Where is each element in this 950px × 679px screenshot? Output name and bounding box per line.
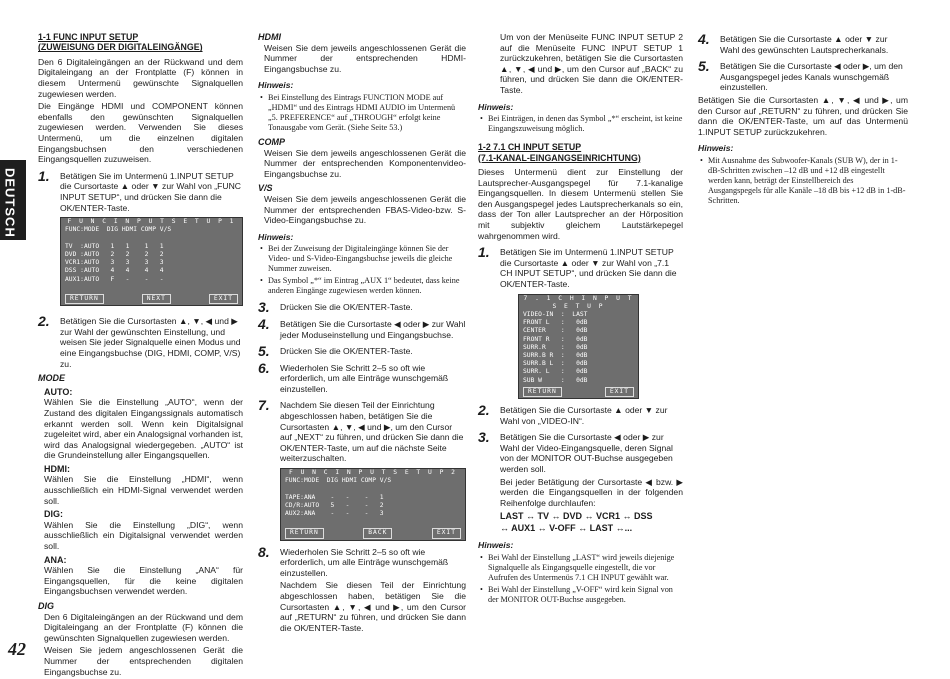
- step-text: Betätigen Sie im Untermenü 1.INPUT SETUP die Cursortaste ▲ oder ▼ zur Wahl von „FUNC INPUT SETUP“, und drücken Sie dann die OK/ENTER-Taste.: [60, 170, 241, 213]
- step-8: [258, 543, 466, 579]
- osd-row: VIDEO-IN : LAST: [523, 310, 588, 318]
- osd-return-button: RETURN: [285, 528, 324, 538]
- step-number: 3.: [258, 299, 270, 316]
- page-number: 42: [8, 639, 26, 659]
- step-text: Drücken Sie die OK/ENTER-Taste.: [280, 302, 413, 313]
- osd-row: FRONT L : 0dB: [523, 319, 588, 327]
- step-number: 6.: [258, 359, 270, 376]
- step-text: Betätigen Sie die Cursortaste ▲ oder ▼ zur Wahl des gewünschten Lautsprecherkanals.: [720, 34, 889, 55]
- hint-bullet: • Bei Wahl der Einstellung „LAST“ wird jeweils diejenige Signalquelle als Eingangsquelle eingestellt, die vor Aufrufen des Untermenüs 7.1 CH INPUT gewählt war.: [478, 553, 683, 583]
- osd-row: TAPE:ANA - - - 1: [285, 493, 384, 501]
- step-text: Drücken Sie die OK/ENTER-Taste.: [280, 346, 413, 357]
- step-number: 4.: [258, 315, 270, 332]
- column-4: [698, 32, 908, 208]
- intro-paragraph-1: Den 6 Digitaleingängen an der Rückwand und dem Digitaleingang an der Frontplatte (F) können in diesem Untermenü gewünschte Signalquellen zugewiesen werden.: [38, 56, 243, 99]
- step-6: [258, 359, 466, 395]
- hint-heading: Hinweis:: [258, 80, 294, 91]
- osd-row: SUB W : 0dB: [523, 376, 588, 384]
- column-3: [478, 32, 683, 607]
- ana-mode-heading: ANA:: [44, 554, 67, 565]
- step-text: Wiederholen Sie Schritt 2–5 so oft wie erforderlich, um alle Einträge wunschgemäß einzustellen.: [280, 546, 449, 578]
- osd-row: CENTER : 0dB: [523, 327, 588, 335]
- step-text: Betätigen Sie die Cursortaste ◀ oder ▶ zur Wahl jeder Moduseinstellung und Eingangsbuchse.: [280, 318, 466, 340]
- osd-return-button: RETURN: [523, 387, 562, 397]
- osd-row: [61, 235, 242, 243]
- osd-footer: [281, 526, 465, 539]
- hint-bullet: • Bei Einträgen, in denen das Symbol „*“ erscheint, ist keine Eingangszuweisung möglich.: [478, 114, 683, 134]
- column-2: [258, 32, 466, 635]
- hint-bullet: • Bei Einstellung des Eintrags FUNCTION MODE auf „HDMI“ und des Eintrags HDMI AUDIO im Untermenü „5. PREFERENCE“ auf „THROUGH“ erfolgt keine Tonausgabe vom Gerät. (Siehe Seite 53.): [258, 93, 466, 133]
- osd-row: SURR.B R : 0dB: [523, 351, 588, 359]
- section-title-line1: 1-1 FUNC INPUT SETUP: [38, 32, 139, 42]
- osd-exit-button: EXIT: [209, 294, 238, 304]
- language-tab-label: DEUTSCH: [2, 168, 18, 238]
- step-1: [38, 167, 243, 213]
- section-title-line1: 1-2 7.1 CH INPUT SETUP: [478, 142, 582, 153]
- osd-func-input-setup-2: [280, 468, 466, 541]
- return-instructions: Betätigen Sie die Cursortasten ▲, ▼, ◀ und ▶, um den Cursor auf „RETURN“ zu führen, und drücken Sie dann die OK/ENTER-Taste, um auf das Untermenü 1.INPUT SETUP zurückzukehren.: [698, 94, 908, 137]
- hint-bullet: • Bei der Zuweisung der Digitaleingänge können Sie der Video- und S-Video-Eingangsbuchse jeweils die gleiche Nummer zuweisen.: [258, 244, 466, 274]
- column-1: [38, 32, 243, 679]
- hint-bullet: • Mit Ausnahme des Subwoofer-Kanals (SUB W), der in 1-dB-Schritten zwischen –12 dB und +12 dB eingestellt werden kann, beträgt der Einstellbereich des Ausgangspegels für alle Kanäle –18 dB bis +12 dB in 1-dB-Schritten.: [698, 156, 908, 206]
- step-4: [258, 315, 466, 340]
- osd-next-button: NEXT: [142, 294, 171, 304]
- step-text: Betätigen Sie die Cursortaste ◀ oder ▶ zur Wahl der Video-Eingangsquelle, deren Signal von der MONITOR OUT-Buchse ausgegeben werden soll.: [500, 432, 673, 474]
- osd-row: VCR1:AUTO 3 3 3 3: [65, 259, 164, 267]
- osd-71ch-input-setup: [518, 294, 639, 399]
- dig-text-1: Den 6 Digitaleingängen an der Rückwand und dem Digitaleingang an der Frontplatte (F) können die gewünschten Signalquellen zugewiesen werden.: [44, 611, 243, 643]
- hint-heading: Hinweis:: [258, 231, 294, 242]
- hdmi-mode-heading: HDMI:: [44, 463, 70, 474]
- mode-heading: MODE: [38, 373, 65, 384]
- step-number: 2.: [478, 401, 490, 418]
- back-instructions: Um von der Menüseite FUNC INPUT SETUP 2 auf die Menüseite FUNC INPUT SETUP 1 zurückzukehren, betätigen Sie die Cursortasten ▲, ▼, ◀ und ▶, um den Cursor auf „BACK“ zu führen, und drücken Sie dann die OK/ENTER-Taste.: [500, 32, 683, 95]
- osd-row: FUNC:MODE DIG HDMI COMP V/S: [285, 477, 392, 485]
- step-text: Wiederholen Sie Schritt 2–5 so oft wie erforderlich, um alle Einträge wunschgemäß einzustellen.: [280, 362, 449, 394]
- hint-heading: Hinweis:: [478, 101, 514, 112]
- osd-title: 7 . 1 C H I N P U T S E T U P: [523, 294, 634, 310]
- hdmi-heading: HDMI: [258, 32, 281, 42]
- hint-heading: Hinweis:: [698, 143, 734, 154]
- step-number: 5.: [698, 58, 710, 75]
- step-1-71ch: [478, 244, 683, 289]
- comp-text: Weisen Sie dem jeweils angeschlossenen Gerät die Nummer der entsprechenden Komponentenvideo-Eingangsbuchse zu.: [264, 147, 466, 179]
- osd-exit-button: EXIT: [605, 387, 634, 397]
- intro-paragraph-2: Die Eingänge HDMI und COMPONENT können ebenfalls den gewünschten Signalquellen zugewiesen werden. Verwenden Sie dieses Untermenü, um die einzelnen digitalen Eingangsbuchsen den verschiedenen Eingangsquellen zuzuweisen.: [38, 101, 243, 165]
- step-7: [258, 397, 466, 464]
- osd-row: [61, 284, 242, 292]
- section-title-func-input: [38, 32, 243, 53]
- step-5-71ch: [698, 58, 908, 93]
- hint-heading: Hinweis:: [478, 540, 514, 551]
- input-sequence-line2: ↔ AUX1 ↔ V-OFF ↔ LAST ↔...: [500, 523, 633, 534]
- osd-title: F U N C I N P U T S E T U P 2: [289, 469, 457, 477]
- step-text: Betätigen Sie die Cursortaste ◀ oder ▶, um den Ausgangspegel jedes Kanals wunschgemäß einzustellen.: [720, 61, 903, 93]
- input-sequence-line1: LAST ↔ TV ↔ DVD ↔ VCR1 ↔ DSS: [500, 511, 653, 522]
- step-number: 4.: [698, 31, 710, 47]
- osd-row: FUNC:MODE DIG HDMI COMP V/S: [65, 226, 172, 234]
- osd-exit-button: EXIT: [432, 528, 461, 538]
- hint-bullet: • Bei Wahl der Einstellung „V-OFF“ wird kein Signal von der MONITOR OUT-Buchse ausgegeben.: [478, 585, 683, 605]
- language-tab: [0, 160, 26, 240]
- osd-title: F U N C I N P U T S E T U P 1: [67, 218, 236, 226]
- step-number: 5.: [258, 343, 270, 360]
- section-title-71ch: [478, 142, 683, 163]
- step-number: 2.: [38, 313, 50, 330]
- step-text: Betätigen Sie im Untermenü 1.INPUT SETUP die Cursortaste ▲ oder ▼ zur Wahl von „7.1 CH INPUT SETUP“, und drücken Sie dann die OK/ENTER-Taste.: [500, 247, 677, 289]
- step-number: 1.: [478, 244, 490, 261]
- step-number: 8.: [258, 543, 270, 560]
- step-3-followup: Bei jeder Betätigung der Cursortaste ◀ bzw. ▶ werden die Eingangsquellen in der folgenden Reihenfolge durchlaufen:: [500, 476, 683, 508]
- step-3: [258, 299, 466, 316]
- osd-row: FRONT R : 0dB: [523, 335, 588, 343]
- step-text: Betätigen Sie die Cursortaste ▲ oder ▼ zur Wahl von „VIDEO-IN“.: [500, 404, 668, 426]
- osd-row: AUX2:ANA - - - 3: [285, 510, 384, 518]
- step-text: Nachdem Sie diesen Teil der Einrichtung abgeschlossen haben, betätigen Sie die Cursortasten ▲, ▼, ◀ und ▶, um den Cursor auf „NEXT“ zu führen, und drücken Sie dann die OK/ENTER-Taste, um auf die nächste Seite weiterzuschalten.: [280, 400, 464, 464]
- step-3-71ch: [478, 429, 683, 474]
- dig-text-2: Weisen Sie jedem angeschlossenen Gerät die Nummer der entsprechenden digitalen Eingangsbuchse zu.: [44, 645, 243, 677]
- step-8-followup: Nachdem Sie diesen Teil der Einrichtung abgeschlossen haben, betätigen Sie die Cursortasten ▲, ▼, ◀ und ▶, um den Cursor auf „RETURN“ zu führen, und drücken Sie dann die OK/ENTER-Taste.: [280, 580, 466, 633]
- step-number: 1.: [38, 167, 50, 184]
- osd-row: DSS :AUTO 4 4 4 4: [65, 267, 164, 275]
- hdmi-text: Weisen Sie dem jeweils angeschlossenen Gerät die Nummer der entsprechenden HDMI-Eingangsbuchse zu.: [264, 42, 466, 74]
- step-text: Betätigen Sie die Cursortasten ▲, ▼, ◀ und ▶ zur Wahl der gewünschten Einstellung, und weisen Sie jeder Signalquelle einen Modus und eine Eingangsbuchse (DIG, HDMI, COMP, V/S) zu.: [60, 316, 241, 369]
- osd-row: TV :AUTO 1 1 1 1: [65, 242, 164, 250]
- step-4-71ch: [698, 31, 908, 55]
- intro-71ch: Dieses Untermenü dient zur Einstellung der Lautsprecher-Ausgangspegel für 7.1-kanalige Eingangsquellen. In diesem Untermenü stellen Sie den Ausgangspegel jedes Lautsprecherkanals so ein, dass der Ton aller Lautsprecher an der Hörposition mit subjektiv gleichem Lautstärkepegel wahrgenommen wird.: [478, 166, 683, 241]
- step-number: 3.: [478, 429, 490, 446]
- osd-row: DVD :AUTO 2 2 2 2: [65, 250, 164, 258]
- auto-heading: AUTO:: [44, 386, 73, 397]
- hint-bullet: • Das Symbol „*“ im Eintrag „AUX 1“ bedeutet, dass keine anderen Eingänge zugewiesen werden können.: [258, 276, 466, 296]
- osd-row: SURR.B L : 0dB: [523, 360, 588, 368]
- section-title-line2: (7.1-KANAL-EINGANGSEINRICHTUNG): [478, 152, 641, 163]
- section-title-line2: (ZUWEISUNG DER DIGITALEINGÄNGE): [38, 42, 203, 53]
- osd-row: SURR. L : 0dB: [523, 368, 588, 376]
- hdmi-mode-text: Wählen Sie die Einstellung „HDMI“, wenn ausschließlich ein HDMI-Signal verwendet werden soll.: [44, 474, 243, 506]
- comp-heading: COMP: [258, 136, 285, 147]
- step-2: [38, 313, 243, 369]
- step-number: 7.: [258, 397, 270, 414]
- osd-row: SURR.R : 0dB: [523, 343, 588, 351]
- osd-footer: [61, 292, 242, 305]
- dig-mode-text: Wählen Sie die Einstellung „DIG“, wenn ausschließlich ein Digitalsignal verwendet werden soll.: [44, 519, 243, 552]
- step-2-71ch: [478, 401, 683, 426]
- osd-return-button: RETURN: [65, 294, 104, 304]
- osd-row: [281, 485, 465, 493]
- vs-heading: V/S: [258, 183, 273, 194]
- dig-mode-heading: DIG:: [44, 509, 63, 520]
- ana-mode-text: Wählen Sie die Einstellung „ANA“ für Eingangsquellen, für die keine digitalen Eingangsbuchsen verwendet werden.: [44, 565, 243, 597]
- osd-footer: [519, 385, 638, 398]
- osd-row: CD/R:AUTO 5 - - 2: [285, 501, 384, 509]
- osd-row: [281, 518, 465, 526]
- osd-row: AUX1:AUTO F - - -: [65, 275, 164, 283]
- step-5: [258, 343, 466, 360]
- osd-back-button: BACK: [363, 528, 392, 538]
- osd-func-input-setup-1: [60, 217, 243, 306]
- auto-text: Wählen Sie die Einstellung „AUTO“, wenn der Zustand des digitalen Eingangssignals automatisch erkannt werden soll. Wenn kein Digitalsignal zugeleitet wird, aber ein Analogsignal vorhanden ist, wird das Analogsignal wiedergegeben. „AUTO“ ist die Grundeinstellung aller Eingangsquellen.: [44, 397, 243, 461]
- dig-heading: DIG: [38, 601, 55, 611]
- vs-text: Weisen Sie dem jeweils angeschlossenen Gerät die Nummer der entsprechenden FBAS-Video-bzw. S-Video-Eingangsbuchse zu.: [264, 193, 466, 226]
